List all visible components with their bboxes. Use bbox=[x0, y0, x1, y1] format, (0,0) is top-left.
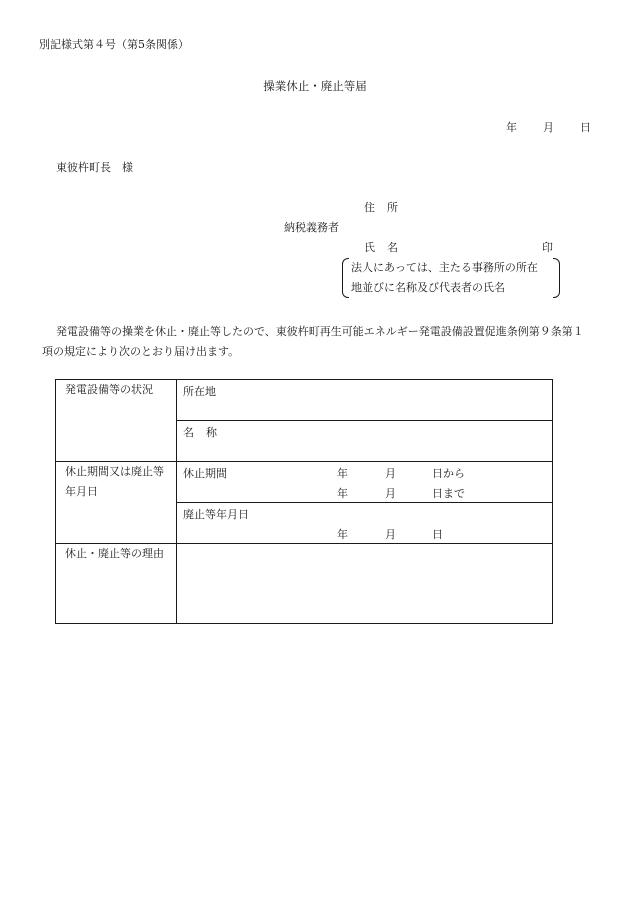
location-cell[interactable] bbox=[177, 380, 553, 421]
to-day-suffix: 日まで bbox=[432, 487, 465, 500]
form-number: 別記様式第４号（第5条関係） bbox=[39, 38, 189, 51]
address-label: 住 所 bbox=[364, 201, 399, 214]
reason-label: 休止・廃止等の理由 bbox=[65, 547, 164, 560]
date-year-label: 年 bbox=[506, 121, 517, 134]
period-label-cell bbox=[56, 462, 177, 544]
equipment-status-label: 発電設備等の状況 bbox=[65, 383, 153, 396]
corporate-note-line-2: 地並びに名称及び代表者の氏名 bbox=[351, 281, 505, 294]
date-day-label: 日 bbox=[580, 121, 591, 134]
name-label: 氏 名 bbox=[364, 241, 399, 254]
from-month: 月 bbox=[385, 467, 396, 480]
taxpayer-label: 納税義務者 bbox=[284, 221, 339, 234]
suspension-period-label: 休止期間 bbox=[183, 467, 227, 480]
abolition-date-label: 廃止等年月日 bbox=[183, 508, 249, 521]
equipment-name-label: 名 称 bbox=[183, 426, 218, 439]
reason-cell[interactable] bbox=[177, 544, 553, 624]
equipment-name-cell[interactable] bbox=[177, 421, 553, 462]
to-year: 年 bbox=[337, 487, 348, 500]
left-bracket bbox=[342, 258, 349, 298]
from-day-suffix: 日から bbox=[432, 467, 465, 480]
period-label: 休止期間又は廃止等年月日 bbox=[65, 465, 164, 498]
date-month-label: 月 bbox=[543, 121, 554, 134]
corporate-note bbox=[342, 258, 560, 298]
suspension-period-cell[interactable] bbox=[177, 462, 553, 503]
addressee: 東彼杵町長 様 bbox=[56, 161, 133, 174]
from-year: 年 bbox=[337, 467, 348, 480]
to-month: 月 bbox=[385, 487, 396, 500]
abolition-month: 月 bbox=[385, 528, 396, 541]
abolition-date-cell[interactable] bbox=[177, 503, 553, 544]
abolition-year: 年 bbox=[337, 528, 348, 541]
reason-label-cell bbox=[56, 544, 177, 624]
body-text: 発電設備等の操業を休止・廃止等したので、東彼杵町再生可能エネルギー発電設備設置促進条例第９条第１項の規定により次のとおり届け出ます。 bbox=[42, 325, 584, 358]
corporate-note-line-1: 法人にあっては、主たる事務所の所在 bbox=[351, 261, 538, 274]
seal-mark: 印 bbox=[542, 241, 553, 254]
right-bracket bbox=[553, 258, 560, 298]
document-title: 操業休止・廃止等届 bbox=[263, 79, 367, 93]
submission-date-line bbox=[506, 121, 591, 135]
notice-form-table bbox=[55, 379, 553, 624]
location-label: 所在地 bbox=[183, 385, 216, 398]
abolition-day: 日 bbox=[432, 528, 443, 541]
equipment-status-label-cell bbox=[56, 380, 177, 462]
